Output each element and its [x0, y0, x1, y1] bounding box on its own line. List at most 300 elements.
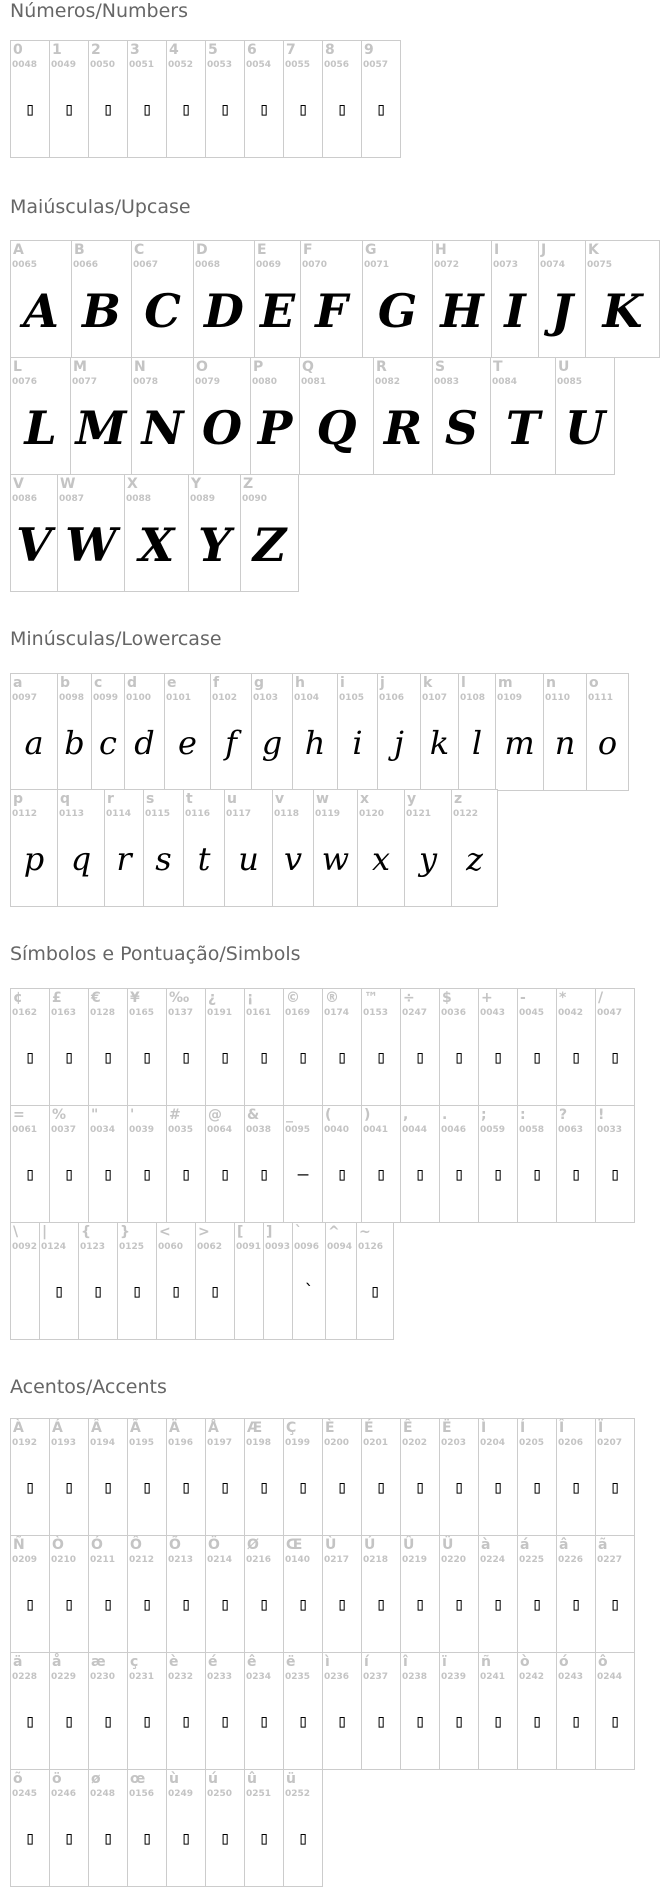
glyph-cell: [210, 673, 252, 791]
character-code: 0199: [285, 1438, 311, 1448]
glyph-preview: ▯: [609, 1477, 621, 1498]
glyph-cell: [517, 1418, 557, 1536]
glyph-cell: [88, 1418, 128, 1536]
character-label: ¢: [13, 990, 23, 1006]
character-label: í: [364, 1654, 369, 1670]
glyph-preview: ▯: [375, 99, 387, 120]
glyph-preview: l: [471, 724, 483, 762]
character-code: 0055: [285, 60, 311, 70]
glyph-preview: ▯: [258, 1828, 270, 1849]
glyph-cell: [400, 1105, 440, 1223]
character-label: |: [42, 1224, 48, 1240]
glyph-preview: ▯: [24, 1164, 36, 1185]
glyph-cell: [183, 789, 225, 907]
glyph-cell: [495, 673, 544, 791]
glyph-cell: [458, 673, 496, 791]
character-code: 0079: [195, 377, 221, 387]
character-code: 0097: [12, 693, 38, 703]
character-code: 0060: [158, 1242, 184, 1252]
character-label: p: [13, 791, 24, 807]
character-code: 0093: [265, 1242, 291, 1252]
glyph-cell: [263, 1222, 293, 1340]
glyph-cell: [322, 988, 362, 1106]
character-label: i: [340, 675, 345, 691]
glyph-cell: [166, 988, 206, 1106]
character-code: 0039: [129, 1125, 155, 1135]
character-code: 0120: [359, 809, 385, 819]
character-code: 0052: [168, 60, 194, 70]
glyph-cell: [299, 357, 374, 475]
character-label: 6: [247, 42, 257, 58]
character-code: 0206: [558, 1438, 584, 1448]
character-code: 0089: [190, 494, 216, 504]
glyph-cell: [57, 673, 92, 791]
character-code: 0212: [129, 1555, 155, 1565]
character-label: ö: [52, 1771, 62, 1787]
glyph-cell: [224, 789, 273, 907]
character-label: (: [325, 1107, 332, 1123]
character-label: Á: [52, 1420, 63, 1436]
glyph-cell: [404, 789, 452, 907]
glyph-cell: [517, 1652, 557, 1770]
character-code: 0234: [246, 1672, 272, 1682]
character-code: 0062: [197, 1242, 223, 1252]
character-code: 0227: [597, 1555, 623, 1565]
character-label: .: [442, 1107, 448, 1123]
section-title: Acentos/Accents: [10, 1376, 167, 1398]
character-code: 0099: [93, 693, 119, 703]
character-label: Ã: [130, 1420, 141, 1436]
glyph-preview: A: [23, 284, 59, 338]
character-label: œ: [130, 1771, 146, 1787]
glyph-cell: [10, 1535, 50, 1653]
glyph-cell: [88, 1105, 128, 1223]
character-label: ;: [481, 1107, 487, 1123]
glyph-cell: [124, 474, 189, 592]
character-code: 0067: [133, 260, 159, 270]
character-label: x: [360, 791, 370, 807]
glyph-preview: ▯: [531, 1047, 543, 1068]
glyph-cell: [377, 673, 421, 791]
glyph-preview: ▯: [297, 1711, 309, 1732]
character-label: Å: [208, 1420, 219, 1436]
glyph-preview: M: [75, 401, 127, 455]
glyph-preview: I: [504, 284, 526, 338]
character-code: 0201: [363, 1438, 389, 1448]
glyph-preview: ▯: [258, 1594, 270, 1615]
character-code: 0197: [207, 1438, 233, 1448]
glyph-preview: ▯: [141, 1477, 153, 1498]
character-code: 0196: [168, 1438, 194, 1448]
character-label: Í: [520, 1420, 526, 1436]
glyph-cell: [250, 357, 300, 475]
character-label: õ: [13, 1771, 23, 1787]
section-title: Símbolos e Pontuação/Simbols: [10, 943, 301, 965]
character-label: Y: [191, 476, 202, 492]
character-label: ©: [286, 990, 300, 1006]
character-code: 0226: [558, 1555, 584, 1565]
glyph-preview: ▯: [63, 1477, 75, 1498]
glyph-cell: [251, 673, 293, 791]
character-code: 0200: [324, 1438, 350, 1448]
character-code: 0091: [236, 1242, 262, 1252]
character-label: Ò: [52, 1537, 64, 1553]
glyph-preview: ▯: [63, 1164, 75, 1185]
glyph-preview: ▯: [609, 1711, 621, 1732]
glyph-cell: [71, 240, 132, 358]
character-code: 0230: [90, 1672, 116, 1682]
glyph-preview: n: [554, 724, 576, 762]
character-label: ¥: [130, 990, 140, 1006]
character-label: ì: [325, 1654, 330, 1670]
glyph-preview: s: [155, 840, 172, 878]
glyph-cell: [240, 474, 299, 592]
glyph-cell: [234, 1222, 264, 1340]
glyph-preview: ▯: [24, 99, 36, 120]
glyph-cell: [373, 357, 433, 475]
glyph-preview: ▯: [570, 1594, 582, 1615]
glyph-cell: [517, 988, 557, 1106]
character-code: 0054: [246, 60, 272, 70]
glyph-preview: ▯: [453, 1047, 465, 1068]
glyph-preview: ▯: [141, 1828, 153, 1849]
glyph-cell: [205, 1769, 245, 1887]
glyph-cell: [10, 240, 72, 358]
character-label: 0: [13, 42, 23, 58]
glyph-cell: [361, 1105, 401, 1223]
character-label: £: [52, 990, 62, 1006]
character-label: ï: [442, 1654, 447, 1670]
character-code: 0205: [519, 1438, 545, 1448]
glyph-preview: ▯: [24, 1828, 36, 1849]
character-label: O: [196, 359, 208, 375]
glyph-preview: ▯: [209, 1281, 221, 1302]
character-label: K: [588, 242, 599, 258]
glyph-preview: ▯: [453, 1594, 465, 1615]
glyph-preview: h: [304, 724, 326, 762]
character-label: N: [134, 359, 146, 375]
glyph-preview: V: [16, 518, 52, 572]
glyph-preview: ▯: [453, 1477, 465, 1498]
glyph-cell: [555, 357, 615, 475]
character-label: Ç: [286, 1420, 297, 1436]
character-code: 0216: [246, 1555, 272, 1565]
character-code: 0102: [212, 693, 238, 703]
glyph-cell: [193, 240, 255, 358]
character-label: v: [275, 791, 285, 807]
glyph-preview: ▯: [336, 1711, 348, 1732]
glyph-cell: [283, 1535, 323, 1653]
character-code: 0035: [168, 1125, 194, 1135]
character-code: 0217: [324, 1555, 350, 1565]
character-code: 0110: [545, 693, 571, 703]
glyph-preview: ▯: [492, 1047, 504, 1068]
glyph-preview: j: [394, 724, 404, 762]
glyph-preview: ▯: [414, 1164, 426, 1185]
glyph-preview: a: [24, 724, 44, 762]
character-code: 0088: [126, 494, 152, 504]
glyph-cell: [10, 673, 58, 791]
character-code: 0248: [90, 1789, 116, 1799]
glyph-cell: [556, 1418, 596, 1536]
glyph-preview: P: [257, 401, 293, 455]
glyph-preview: ▯: [180, 99, 192, 120]
glyph-cell: [117, 1222, 157, 1340]
character-code: 0153: [363, 1008, 389, 1018]
glyph-preview: ▯: [570, 1047, 582, 1068]
character-code: 0137: [168, 1008, 194, 1018]
character-label: n: [546, 675, 556, 691]
glyph-cell: [156, 1222, 196, 1340]
character-label: Ú: [364, 1537, 376, 1553]
character-label: P: [253, 359, 264, 375]
glyph-cell: [124, 673, 165, 791]
glyph-preview: T: [505, 401, 541, 455]
character-code: 0051: [129, 60, 155, 70]
character-code: 0106: [379, 693, 405, 703]
character-label: ‰: [169, 990, 190, 1006]
character-code: 0203: [441, 1438, 467, 1448]
glyph-cell: [10, 1105, 50, 1223]
character-label: u: [227, 791, 237, 807]
glyph-cell: [205, 988, 245, 1106]
character-code: 0111: [588, 693, 614, 703]
character-label: !: [598, 1107, 605, 1123]
glyph-cell: [49, 40, 89, 158]
glyph-preview: ▯: [63, 1711, 75, 1732]
glyph-preview: ▯: [63, 1828, 75, 1849]
glyph-preview: ▯: [375, 1477, 387, 1498]
character-code: 0231: [129, 1672, 155, 1682]
glyph-cell: [420, 673, 459, 791]
character-code: 0085: [557, 377, 583, 387]
glyph-cell: [88, 988, 128, 1106]
glyph-cell: [127, 1535, 167, 1653]
character-label: ò: [520, 1654, 530, 1670]
glyph-preview: ▯: [492, 1711, 504, 1732]
character-code: 0233: [207, 1672, 233, 1682]
character-label: b: [60, 675, 71, 691]
character-label: r: [107, 791, 114, 807]
character-code: 0165: [129, 1008, 155, 1018]
glyph-preview: q: [70, 840, 92, 878]
character-code: 0209: [12, 1555, 38, 1565]
glyph-cell: [104, 789, 144, 907]
glyph-cell: [244, 1418, 284, 1536]
character-label: 3: [130, 42, 140, 58]
glyph-preview: ▯: [609, 1164, 621, 1185]
glyph-cell: [57, 789, 105, 907]
character-code: 0211: [90, 1555, 116, 1565]
glyph-preview: H: [440, 284, 484, 338]
character-label: ë: [286, 1654, 296, 1670]
character-label: h: [295, 675, 305, 691]
character-code: 0096: [294, 1242, 320, 1252]
glyph-preview: g: [261, 724, 283, 762]
glyph-cell: [10, 1652, 50, 1770]
character-label: æ: [91, 1654, 106, 1670]
character-label: s: [146, 791, 155, 807]
glyph-preview: ▯: [170, 1281, 182, 1302]
glyph-cell: [439, 1418, 479, 1536]
glyph-preview: ▯: [63, 1594, 75, 1615]
glyph-cell: [439, 1105, 479, 1223]
character-code: 0061: [12, 1125, 38, 1135]
character-code: 0174: [324, 1008, 350, 1018]
character-label: D: [196, 242, 208, 258]
glyph-preview: ▯: [297, 1594, 309, 1615]
glyph-cell: [166, 1535, 206, 1653]
glyph-preview: ▯: [131, 1281, 143, 1302]
character-label: Ö: [208, 1537, 220, 1553]
glyph-cell: [39, 1222, 79, 1340]
character-label: Ë: [442, 1420, 452, 1436]
character-code: 0225: [519, 1555, 545, 1565]
glyph-cell: [131, 357, 194, 475]
character-label: 9: [364, 42, 374, 58]
glyph-preview: t: [197, 840, 211, 878]
glyph-cell: [88, 1769, 128, 1887]
character-label: ÷: [403, 990, 415, 1006]
glyph-cell: [400, 1535, 440, 1653]
character-code: 0162: [12, 1008, 38, 1018]
character-label: Ï: [598, 1420, 604, 1436]
glyph-preview: R: [383, 401, 423, 455]
glyph-cell: [164, 673, 211, 791]
glyph-cell: [478, 1652, 518, 1770]
character-code: 0074: [540, 260, 566, 270]
character-code: 0034: [90, 1125, 116, 1135]
glyph-cell: [57, 474, 125, 592]
glyph-preview: ▯: [102, 1477, 114, 1498]
character-label: +: [481, 990, 493, 1006]
character-code: 0036: [441, 1008, 467, 1018]
character-code: 0194: [90, 1438, 116, 1448]
character-code: 0242: [519, 1672, 545, 1682]
glyph-preview: ▯: [141, 99, 153, 120]
glyph-preview: ▯: [219, 1164, 231, 1185]
glyph-preview: ▯: [570, 1477, 582, 1498]
character-label: ú: [208, 1771, 218, 1787]
glyph-cell: [517, 1535, 557, 1653]
character-label: î: [403, 1654, 408, 1670]
glyph-preview: ▯: [492, 1477, 504, 1498]
character-code: 0169: [285, 1008, 311, 1018]
character-label: M: [73, 359, 87, 375]
character-code: 0048: [12, 60, 38, 70]
glyph-cell: [272, 789, 314, 907]
character-label: Ù: [325, 1537, 337, 1553]
character-label: X: [127, 476, 138, 492]
glyph-preview: Y: [198, 518, 231, 572]
character-label: Ä: [169, 1420, 180, 1436]
character-code: 0251: [246, 1789, 272, 1799]
character-label: Ñ: [13, 1537, 25, 1553]
glyph-cell: [556, 1535, 596, 1653]
character-label: V: [13, 476, 24, 492]
character-code: 0083: [434, 377, 460, 387]
character-label: 2: [91, 42, 101, 58]
character-label: ': [130, 1107, 135, 1123]
character-code: 0204: [480, 1438, 506, 1448]
character-code: 0239: [441, 1672, 467, 1682]
glyph-cell: [10, 988, 50, 1106]
character-code: 0044: [402, 1125, 428, 1135]
character-code: 0098: [59, 693, 85, 703]
character-code: 0232: [168, 1672, 194, 1682]
character-label: C: [134, 242, 145, 258]
glyph-cell: [127, 1418, 167, 1536]
glyph-cell: [88, 40, 128, 158]
character-label: ¡: [247, 990, 254, 1006]
character-code: 0103: [253, 693, 279, 703]
glyph-preview: E: [259, 284, 296, 338]
glyph-preview: ▯: [102, 1594, 114, 1615]
glyph-cell: [283, 40, 323, 158]
glyph-cell: [70, 357, 132, 475]
character-code: 0094: [327, 1242, 353, 1252]
glyph-preview: ▯: [336, 99, 348, 120]
section-title: Números/Numbers: [10, 0, 188, 22]
glyph-cell: [478, 1105, 518, 1223]
glyph-cell: [244, 1105, 284, 1223]
character-code: 0104: [294, 693, 320, 703]
glyph-preview: ▯: [414, 1711, 426, 1732]
character-code: 0198: [246, 1438, 272, 1448]
glyph-cell: [357, 789, 405, 907]
character-code: 0041: [363, 1125, 389, 1135]
glyph-cell: [205, 1418, 245, 1536]
glyph-preview: p: [23, 840, 45, 878]
character-code: 0081: [301, 377, 327, 387]
glyph-cell: [490, 357, 556, 475]
glyph-preview: ▯: [609, 1047, 621, 1068]
glyph-cell: [595, 988, 635, 1106]
glyph-preview: ▯: [53, 1281, 65, 1302]
character-label: É: [364, 1420, 374, 1436]
glyph-preview: ▯: [609, 1594, 621, 1615]
glyph-preview: ▯: [141, 1711, 153, 1732]
glyph-cell: [313, 789, 358, 907]
glyph-cell: [49, 1105, 89, 1223]
character-label: ç: [130, 1654, 139, 1670]
character-label: z: [454, 791, 463, 807]
glyph-cell: [205, 1105, 245, 1223]
character-label: q: [60, 791, 71, 807]
glyph-cell: [356, 1222, 394, 1340]
glyph-preview: o: [597, 724, 618, 762]
character-label: R: [376, 359, 387, 375]
character-code: 0193: [51, 1438, 77, 1448]
glyph-cell: [400, 1652, 440, 1770]
character-code: 0252: [285, 1789, 311, 1799]
character-label: c: [94, 675, 103, 691]
character-label: &: [247, 1107, 260, 1123]
character-code: 0219: [402, 1555, 428, 1565]
character-label: I: [494, 242, 500, 258]
character-label: d: [127, 675, 138, 691]
character-label: A: [13, 242, 24, 258]
character-code: 0118: [274, 809, 300, 819]
character-code: 0220: [441, 1555, 467, 1565]
character-label: ä: [13, 1654, 23, 1670]
character-label: à: [481, 1537, 491, 1553]
glyph-cell: [127, 40, 167, 158]
glyph-preview: ▯: [180, 1164, 192, 1185]
glyph-cell: [10, 789, 58, 907]
glyph-preview: z: [466, 840, 483, 878]
character-label: t: [186, 791, 193, 807]
